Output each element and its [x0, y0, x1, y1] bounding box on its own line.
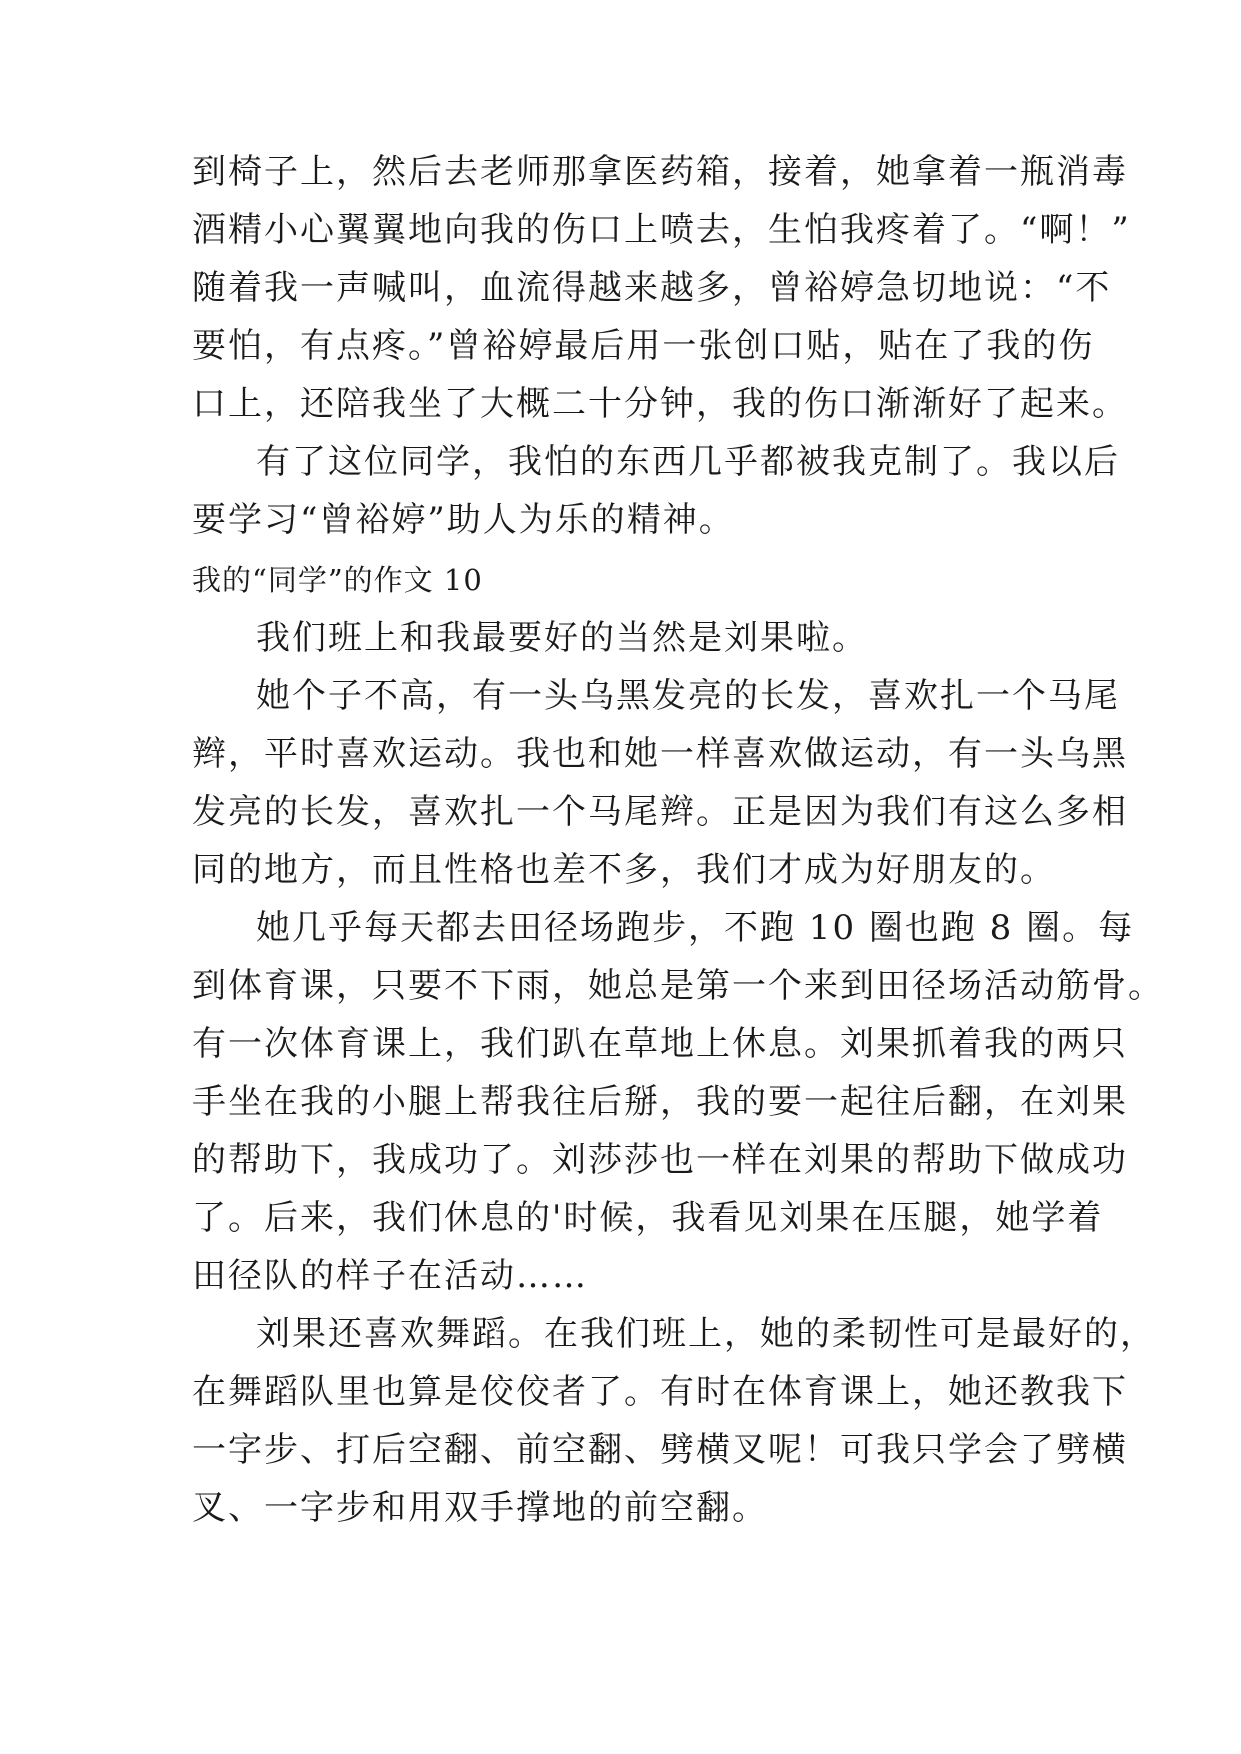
paragraph-line: 到体育课，只要不下雨，她总是第一个来到田径场活动筋骨。 — [192, 966, 1164, 1006]
paragraph-line: 叉、一字步和用双手撑地的前空翻。 — [192, 1488, 768, 1528]
paragraph-line: 发亮的长发，喜欢扎一个马尾辫。正是因为我们有这么多相 — [192, 792, 1128, 832]
section-heading: 我的“同学”的作文 10 — [192, 563, 483, 597]
paragraph-line: 到椅子上，然后去老师那拿医药箱，接着，她拿着一瓶消毒 — [192, 152, 1128, 192]
paragraph-line: 的帮助下，我成功了。刘莎莎也一样在刘果的帮助下做成功 — [192, 1140, 1128, 1180]
paragraph-line: 我们班上和我最要好的当然是刘果啦。 — [256, 618, 868, 658]
paragraph-line: 酒精小心翼翼地向我的伤口上喷去，生怕我疼着了。“啊！” — [192, 210, 1131, 250]
paragraph-line: 口上，还陪我坐了大概二十分钟，我的伤口渐渐好了起来。 — [192, 384, 1128, 424]
paragraph-line: 有一次体育课上，我们趴在草地上休息。刘果抓着我的两只 — [192, 1024, 1128, 1064]
paragraph-line: 田径队的样子在活动…… — [192, 1256, 588, 1296]
paragraph-line: 随着我一声喊叫，血流得越来越多，曾裕婷急切地说：“不 — [192, 268, 1112, 308]
paragraph-line: 在舞蹈队里也算是佼佼者了。有时在体育课上，她还教我下 — [192, 1372, 1128, 1412]
paragraph-line: 她几乎每天都去田径场跑步，不跑 10 圈也跑 8 圈。每 — [256, 908, 1135, 948]
paragraph-line: 一字步、打后空翻、前空翻、劈横叉呢！可我只学会了劈横 — [192, 1430, 1128, 1470]
paragraph-line: 要学习“曾裕婷”助人为乐的精神。 — [192, 500, 735, 540]
paragraph-line: 要怕，有点疼。”曾裕婷最后用一张创口贴，贴在了我的伤 — [192, 326, 1095, 366]
paragraph-line: 了。后来，我们休息的'时候，我看见刘果在压腿，她学着 — [192, 1198, 1104, 1238]
paragraph-line: 同的地方，而且性格也差不多，我们才成为好朋友的。 — [192, 850, 1056, 890]
paragraph-line: 有了这位同学，我怕的东西几乎都被我克制了。我以后 — [256, 442, 1120, 482]
paragraph-line: 辫，平时喜欢运动。我也和她一样喜欢做运动，有一头乌黑 — [192, 734, 1128, 774]
paragraph-line: 她个子不高，有一头乌黑发亮的长发，喜欢扎一个马尾 — [256, 676, 1120, 716]
paragraph-line: 刘果还喜欢舞蹈。在我们班上，她的柔韧性可是最好的， — [256, 1314, 1156, 1354]
paragraph-line: 手坐在我的小腿上帮我往后掰，我的要一起往后翻，在刘果 — [192, 1082, 1128, 1122]
